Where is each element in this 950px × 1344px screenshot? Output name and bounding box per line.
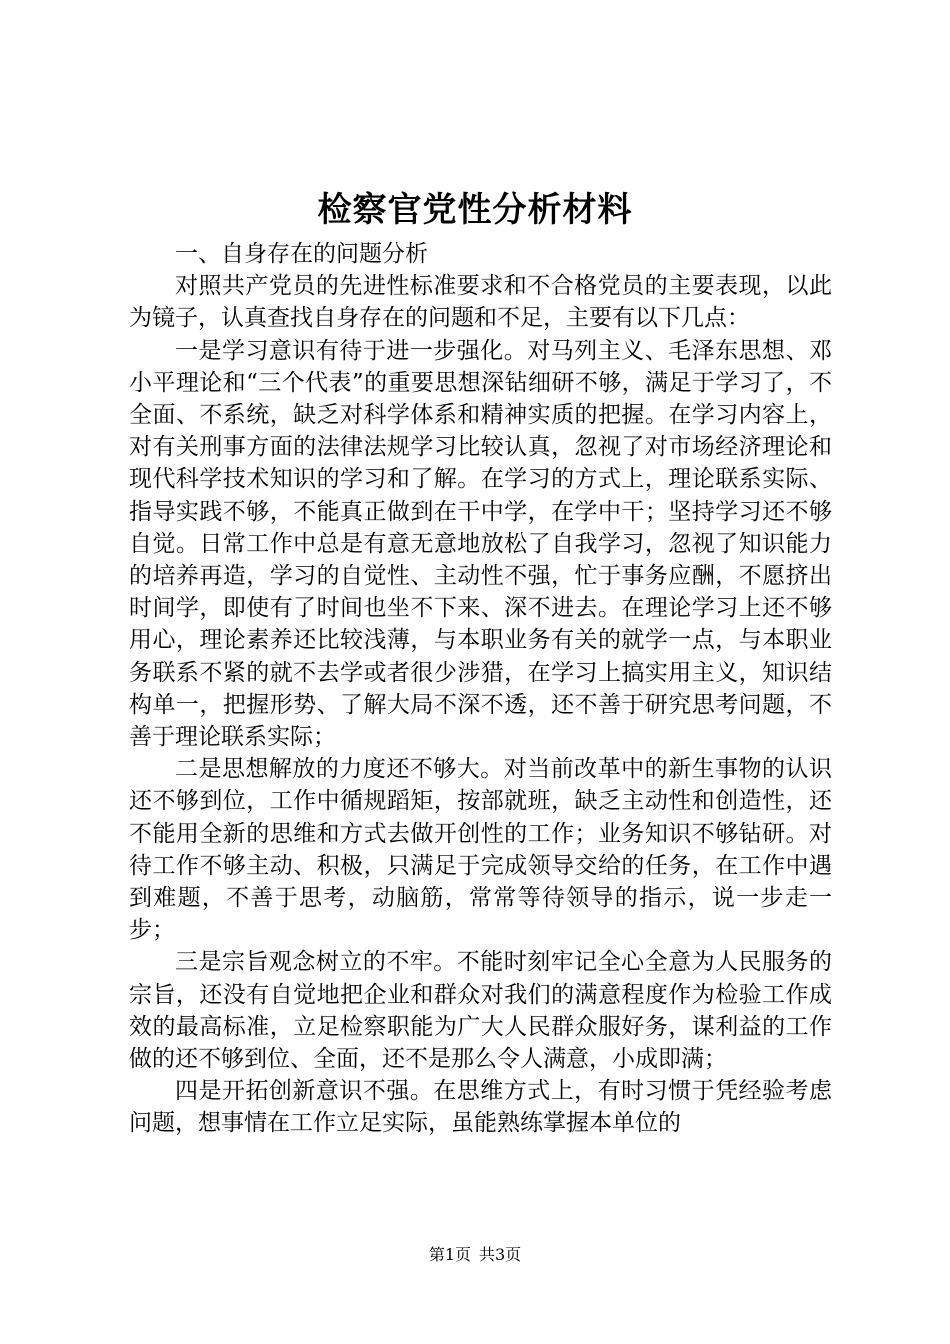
page-total: 共3页 bbox=[479, 1245, 522, 1264]
paragraph: 三是宗旨观念树立的不牢。不能时刻牢记全心全意为人民服务的宗旨，还没有自觉地把企业和群众对我们的满意程度作为检验工作成效的最高标准，立足检察职能为广大人民群众服好务，谋利益的工作做的还不够到位、全面，还不是那么令人满意，小成即满； bbox=[129, 949, 832, 1073]
paragraph: 四是开拓创新意识不强。在思维方式上，有时习惯于凭经验考虑问题，想事情在工作立足实际，虽能熟练掌握本单位的 bbox=[129, 1078, 832, 1137]
document-title: 检察官党性分析材料 bbox=[317, 190, 633, 230]
paragraph: 对照共产党员的先进性标准要求和不合格党员的主要表现，以此为镜子，认真查找自身存在的问题和不足，主要有以下几点： bbox=[129, 273, 832, 332]
document-body bbox=[129, 238, 832, 1140]
page-number: 第1页 bbox=[428, 1245, 471, 1264]
paragraph: 二是思想解放的力度还不够大。对当前改革中的新生事物的认识还不够到位，工作中循规蹈矩，按部就班，缺乏主动性和创造性，还不能用全新的思维和方式去做开创性的工作；业务知识不够钻研。对待工作不够主动、积极，只满足于完成领导交给的任务，在工作中遇到难题，不善于思考，动脑筋，常常等待领导的指示，说一步走一步； bbox=[129, 756, 832, 944]
page-footer bbox=[0, 1244, 950, 1266]
section-heading: 一、自身存在的问题分析 bbox=[175, 241, 428, 267]
paragraph: 一是学习意识有待于进一步强化。对马列主义、毛泽东思想、邓小平理论和“三个代表”的重要思想深钻细研不够，满足于学习了，不全面、不系统，缺乏对科学体系和精神实质的把握。在学习内容上，对有关刑事方面的法律法规学习比较认真，忽视了对市场经济理论和现代科学技术知识的学习和了解。在学习的方式上，理论联系实际、指导实践不够，不能真正做到在干中学，在学中干；坚持学习还不够自觉。日常工作中总是有意无意地放松了自我学习，忽视了知识能力的培养再造，学习的自觉性、主动性不强，忙于事务应酬，不愿挤出时间学，即使有了时间也坐不下来、深不进去。在理论学习上还不够用心，理论素养还比较浅薄，与本职业务有关的就学一点，与本职业务联系不紧的就不去学或者很少涉猎，在学习上搞实用主义，知识结构单一，把握形势、了解大局不深不透，还不善于研究思考问题，不善于理论联系实际； bbox=[129, 337, 832, 751]
